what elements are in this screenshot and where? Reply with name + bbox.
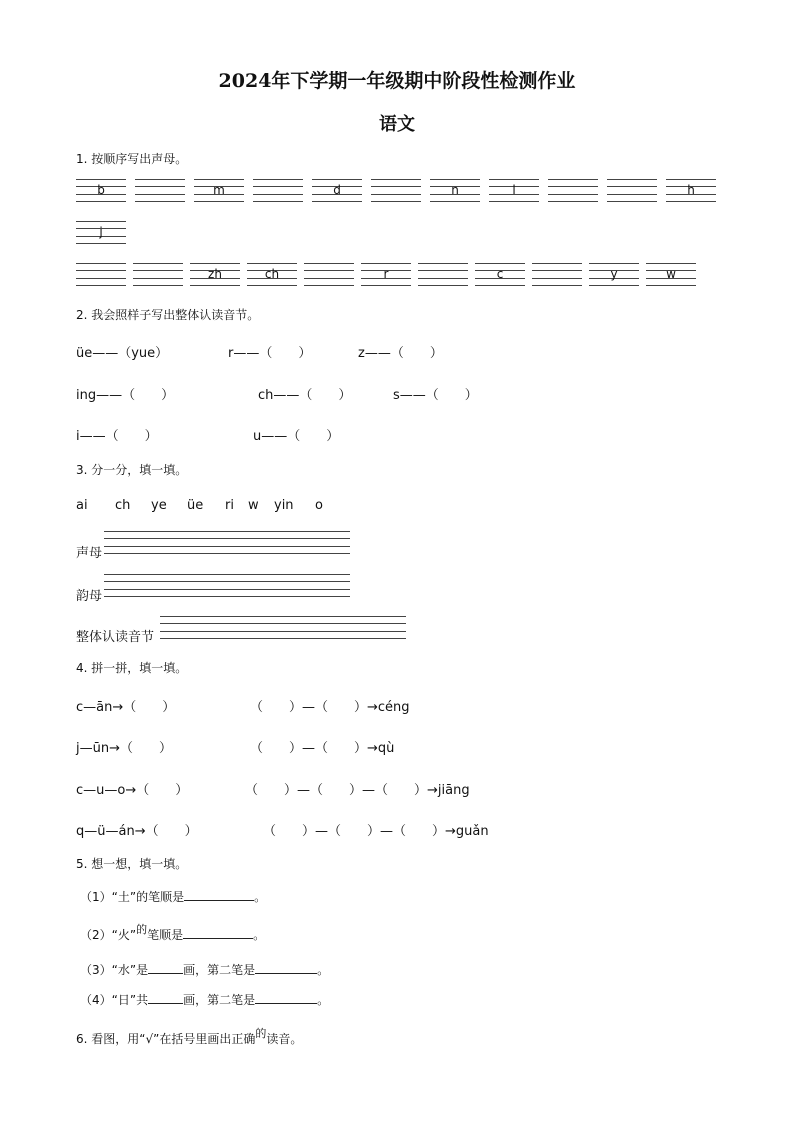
q3-letter: o bbox=[315, 498, 323, 513]
q4-item[interactable]: （ ）—（ ）→céng bbox=[250, 700, 410, 715]
q4-item[interactable]: j—ūn→（ ） bbox=[76, 741, 172, 756]
q3-letter: ch bbox=[115, 498, 131, 513]
pinyin-grid-letter: w bbox=[666, 267, 676, 281]
q2-item[interactable]: u——（ ） bbox=[253, 429, 340, 444]
pinyin-grid-cell[interactable] bbox=[475, 263, 525, 287]
pinyin-grid-cell[interactable] bbox=[589, 263, 639, 287]
q4-item[interactable]: q—ü—án→（ ） bbox=[76, 824, 198, 839]
pinyin-grid-letter: b bbox=[97, 183, 105, 197]
q2-item[interactable]: ch——（ ） bbox=[258, 388, 352, 403]
pinyin-grid-letter: ch bbox=[264, 267, 280, 281]
q5-line-4 bbox=[80, 991, 329, 1008]
pinyin-grid-cell[interactable] bbox=[253, 179, 303, 203]
pinyin-grid-letter: j bbox=[99, 225, 103, 239]
pinyin-grid-cell[interactable] bbox=[371, 179, 421, 203]
answer-lines-whole-syllables[interactable] bbox=[160, 616, 406, 640]
pinyin-grid-letter: h bbox=[687, 183, 695, 197]
pinyin-grid-cell[interactable] bbox=[247, 263, 297, 287]
q5-text: （1）“土”的笔顺是 bbox=[80, 890, 185, 904]
q6-text: 的 bbox=[255, 1027, 267, 1040]
pinyin-grid-letter: m bbox=[213, 183, 225, 197]
pinyin-grid-letter: zh bbox=[208, 267, 222, 281]
q4-item[interactable]: c—u—o→（ ） bbox=[76, 783, 189, 798]
answer-blank[interactable] bbox=[255, 991, 317, 1004]
q2-item[interactable]: s——（ ） bbox=[393, 388, 478, 403]
q3-letter: üe bbox=[187, 498, 204, 513]
answer-blank[interactable] bbox=[148, 961, 183, 974]
answer-blank[interactable] bbox=[148, 991, 183, 1004]
pinyin-grid-cell[interactable] bbox=[418, 263, 468, 287]
question-1-label: 1. 按顺序写出声母。 bbox=[76, 152, 188, 166]
pinyin-grid-letter: y bbox=[610, 267, 618, 281]
q5-text: （2）“火” bbox=[80, 928, 137, 942]
answer-blank[interactable] bbox=[183, 926, 253, 939]
q5-text: 。 bbox=[254, 890, 267, 904]
question-4-label: 4. 拼一拼，填一填。 bbox=[76, 661, 188, 675]
q4-item[interactable]: （ ）—（ ）—（ ）→jiāng bbox=[245, 783, 470, 798]
q5-text: 画，第二笔是 bbox=[183, 963, 256, 977]
category-label-finals: 韵母 bbox=[76, 589, 103, 604]
q5-text: （3）“水”是 bbox=[80, 963, 149, 977]
pinyin-grid-cell[interactable] bbox=[76, 263, 126, 287]
question-3-label: 3. 分一分，填一填。 bbox=[76, 463, 188, 477]
q2-item[interactable]: i——（ ） bbox=[76, 429, 158, 444]
category-label-initials: 声母 bbox=[76, 546, 103, 561]
pinyin-grid-letter: l bbox=[512, 183, 516, 197]
q5-line-3 bbox=[80, 961, 329, 978]
question-6-label bbox=[76, 1027, 303, 1047]
pinyin-grid-letter: n bbox=[451, 183, 459, 197]
pinyin-grid-letter: c bbox=[496, 267, 504, 281]
answer-blank[interactable] bbox=[184, 888, 254, 901]
q5-text: 画，第二笔是 bbox=[183, 993, 256, 1007]
q5-text: 的 bbox=[136, 923, 148, 936]
category-label-whole-syllables: 整体认读音节 bbox=[76, 630, 155, 645]
pinyin-grid-letter: r bbox=[383, 267, 389, 281]
pinyin-grid-letter: d bbox=[333, 183, 341, 197]
pinyin-grid-cell[interactable] bbox=[304, 263, 354, 287]
q3-letter: yin bbox=[274, 498, 294, 513]
pinyin-grid-cell[interactable] bbox=[133, 263, 183, 287]
answer-lines-finals[interactable] bbox=[104, 574, 350, 598]
question-5-label: 5. 想一想，填一填。 bbox=[76, 857, 188, 871]
pinyin-grid-cell[interactable] bbox=[135, 179, 185, 203]
q5-text: 。 bbox=[253, 928, 266, 942]
q2-item: üe——（yue） bbox=[76, 346, 169, 361]
answer-blank[interactable] bbox=[255, 961, 317, 974]
question-2-label: 2. 我会照样子写出整体认读音节。 bbox=[76, 308, 260, 322]
pinyin-grid-cell[interactable] bbox=[312, 179, 362, 203]
answer-lines-initials[interactable] bbox=[104, 531, 350, 555]
pinyin-grid-cell[interactable] bbox=[607, 179, 657, 203]
pinyin-grid-cell[interactable] bbox=[76, 221, 126, 245]
pinyin-grid-cell[interactable] bbox=[430, 179, 480, 203]
q5-line-1 bbox=[80, 888, 266, 905]
q3-letter: ai bbox=[76, 498, 88, 513]
subject-title: 语文 bbox=[379, 114, 415, 135]
page-title: 2024年下学期一年级期中阶段性检测作业 bbox=[218, 70, 576, 92]
q2-item[interactable]: ing——（ ） bbox=[76, 388, 175, 403]
q5-text: （4）“日”共 bbox=[80, 993, 149, 1007]
q5-text: 。 bbox=[317, 993, 330, 1007]
q5-text: 。 bbox=[317, 963, 330, 977]
q5-text: 笔顺是 bbox=[147, 928, 184, 942]
pinyin-grid-cell[interactable] bbox=[194, 179, 244, 203]
q4-item[interactable]: （ ）—（ ）—（ ）→guǎn bbox=[263, 824, 489, 839]
pinyin-grid-cell[interactable] bbox=[666, 179, 716, 203]
q5-line-2 bbox=[80, 923, 266, 943]
q3-letter: ye bbox=[151, 498, 167, 513]
q6-text: 6. 看图，用“√”在括号里画出正确 bbox=[76, 1032, 256, 1046]
q3-letter: w bbox=[248, 498, 259, 513]
q3-letter: ri bbox=[225, 498, 234, 513]
pinyin-grid-cell[interactable] bbox=[532, 263, 582, 287]
q2-item[interactable]: r——（ ） bbox=[228, 346, 312, 361]
pinyin-grid-cell[interactable] bbox=[76, 179, 126, 203]
pinyin-grid-cell[interactable] bbox=[361, 263, 411, 287]
q4-item[interactable]: c—ān→（ ） bbox=[76, 700, 176, 715]
pinyin-grid-cell[interactable] bbox=[489, 179, 539, 203]
pinyin-grid-cell[interactable] bbox=[548, 179, 598, 203]
q4-item[interactable]: （ ）—（ ）→qù bbox=[250, 741, 395, 756]
q6-text: 读音。 bbox=[266, 1032, 303, 1046]
pinyin-grid-cell[interactable] bbox=[190, 263, 240, 287]
pinyin-grid-cell[interactable] bbox=[646, 263, 696, 287]
q2-item[interactable]: z——（ ） bbox=[358, 346, 443, 361]
